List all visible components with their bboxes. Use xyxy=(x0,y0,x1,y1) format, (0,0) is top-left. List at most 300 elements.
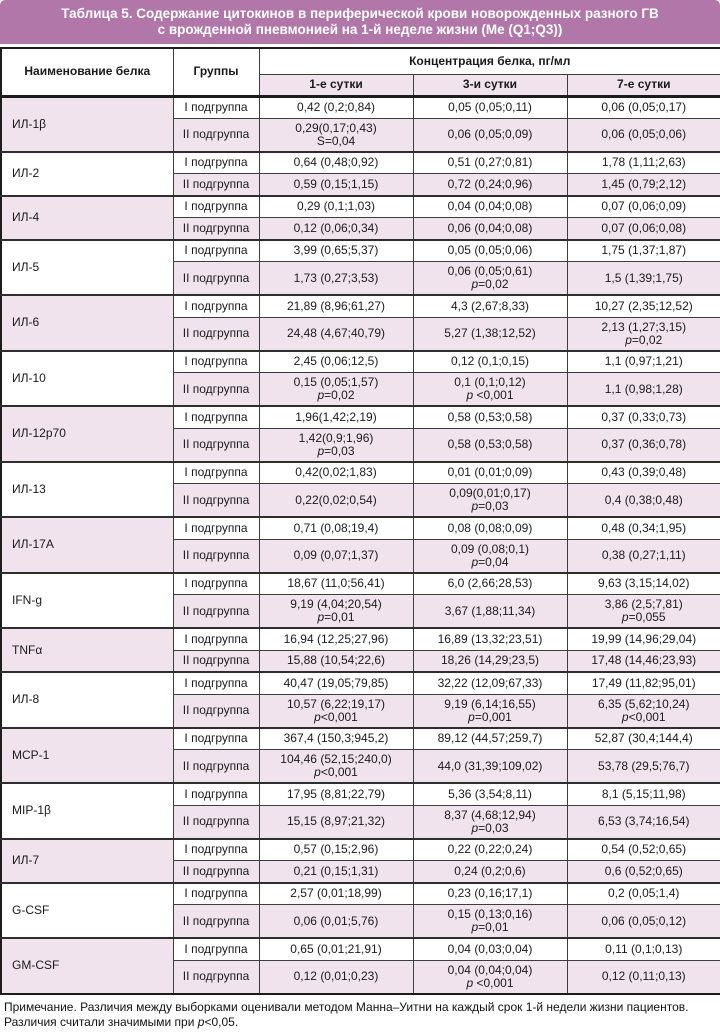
protein-name: ИЛ-17А xyxy=(1,517,173,573)
col-header-concentration: Концентрация белка, пг/мл xyxy=(259,48,720,74)
footnote-p-symbol: p xyxy=(197,1014,205,1029)
value-cell xyxy=(567,351,720,373)
protein-name: ИЛ-5 xyxy=(1,240,173,296)
value-cell xyxy=(259,240,413,262)
median-iqr-value: 0,09 (0,07;1,37) xyxy=(293,548,379,562)
subgroup-label: II подгруппа xyxy=(173,905,259,939)
value-cell xyxy=(259,317,413,351)
table-row xyxy=(1,883,720,905)
protein-group xyxy=(1,883,720,939)
protein-group xyxy=(1,517,720,573)
value-cell xyxy=(413,351,567,373)
value-cell xyxy=(259,905,413,939)
value-cell xyxy=(413,96,567,118)
value-cell xyxy=(567,839,720,861)
median-iqr-value: 0,12 (0,06;0,34) xyxy=(293,220,379,235)
table-row xyxy=(1,152,720,174)
table-row xyxy=(1,462,720,484)
value-cell xyxy=(259,517,413,539)
value-cell xyxy=(413,960,567,994)
value-cell xyxy=(567,218,720,240)
median-iqr-value: 0,24 (0,2;0,6) xyxy=(454,863,526,878)
p-value: p=0,04 xyxy=(471,554,509,569)
value-cell xyxy=(567,428,720,462)
subgroup-label: I подгруппа xyxy=(173,462,259,484)
subgroup-label: II подгруппа xyxy=(173,694,259,728)
median-iqr-value: 0,06 (0,05;0,12) xyxy=(601,913,687,928)
subgroup-label: II подгруппа xyxy=(173,428,259,462)
subgroup-label: I подгруппа xyxy=(173,839,259,861)
median-iqr-value: 15,88 (10,54;22,6) xyxy=(286,653,386,668)
table-row xyxy=(1,783,720,805)
median-iqr-value: 0,04 (0,04;0,08) xyxy=(447,199,533,214)
median-iqr-value: 367,4 (150,3;945,2) xyxy=(283,731,389,746)
value-cell xyxy=(567,595,720,629)
col-header-day-3: 3-и сутки xyxy=(413,74,567,96)
subgroup-label: II подгруппа xyxy=(173,805,259,839)
value-cell xyxy=(567,373,720,407)
median-iqr-value: 0,48 (0,34;1,95) xyxy=(601,520,687,535)
value-cell xyxy=(413,517,567,539)
protein-group xyxy=(1,152,720,196)
median-iqr-value: 1,96(1,42;2,19) xyxy=(295,409,377,424)
value-cell xyxy=(413,839,567,861)
median-iqr-value: 0,11 (0,1;0,13) xyxy=(605,941,683,956)
median-iqr-value: 0,06 (0,01;5,76) xyxy=(293,913,379,928)
table-row xyxy=(1,573,720,595)
subgroup-label: II подгруппа xyxy=(173,484,259,518)
median-iqr-value: 0,59 (0,15;1,15) xyxy=(293,176,379,191)
value-cell xyxy=(567,539,720,573)
value-cell xyxy=(413,118,567,152)
subgroup-label: I подгруппа xyxy=(173,406,259,428)
protein-group xyxy=(1,628,720,672)
median-iqr-value: 0,01 (0,01;0,09) xyxy=(447,465,533,480)
value-cell xyxy=(567,861,720,883)
table-header xyxy=(1,48,720,96)
value-cell xyxy=(413,295,567,317)
value-cell xyxy=(259,805,413,839)
p-value: p<0,001 xyxy=(314,709,358,724)
value-cell xyxy=(567,517,720,539)
median-iqr-value: 40,47 (19,05;79,85) xyxy=(283,675,389,690)
protein-name: ИЛ-2 xyxy=(1,152,173,196)
value-cell xyxy=(413,905,567,939)
cytokine-table xyxy=(0,47,720,995)
subgroup-label: I подгруппа xyxy=(173,152,259,174)
median-iqr-value: 8,1 (5,15;11,98) xyxy=(601,786,686,801)
median-iqr-value: 0,05 (0,05;0,11) xyxy=(448,100,532,114)
value-cell xyxy=(259,96,413,118)
value-cell xyxy=(413,484,567,518)
median-iqr-value: 19,99 (14,96;29,04) xyxy=(591,631,697,646)
median-iqr-value: 2,45 (0,06;12,5) xyxy=(293,354,379,369)
value-cell xyxy=(413,595,567,629)
median-iqr-value: 6,53 (3,74;16,54) xyxy=(598,814,690,828)
median-iqr-value: 104,46 (52,15;240,0) xyxy=(280,752,392,766)
subgroup-label: II подгруппа xyxy=(173,118,259,152)
value-cell xyxy=(259,573,413,595)
value-cell xyxy=(259,628,413,650)
median-iqr-value: 0,2 (0,05;1,4) xyxy=(608,886,680,901)
median-iqr-value: 1,42(0,9;1,96) xyxy=(298,430,374,445)
value-cell xyxy=(413,750,567,784)
value-cell xyxy=(567,650,720,672)
median-iqr-value: 53,78 (29,5;76,7) xyxy=(598,758,690,773)
p-value: p=0,01 xyxy=(471,920,509,934)
protein-name: IFN-g xyxy=(1,573,173,629)
subgroup-label: II подгруппа xyxy=(173,174,259,196)
median-iqr-value: 0,37 (0,36;0,78) xyxy=(601,437,687,451)
p-value: p <0,001 xyxy=(466,388,514,402)
median-iqr-value: 0,42 (0,2;0,84) xyxy=(296,100,376,114)
median-iqr-value: 18,26 (14,29;23,5) xyxy=(440,653,540,668)
value-cell xyxy=(259,783,413,805)
value-cell xyxy=(567,262,720,296)
footnote xyxy=(0,995,720,1034)
value-cell xyxy=(413,628,567,650)
median-iqr-value: 9,19 (6,14;16,55) xyxy=(444,696,536,711)
protein-group xyxy=(1,728,720,784)
median-iqr-value: 0,12 (0,1;0,15) xyxy=(450,354,530,369)
protein-name: ИЛ-4 xyxy=(1,196,173,240)
median-iqr-value: 8,37 (4,68;12,94) xyxy=(444,807,536,822)
value-cell xyxy=(567,462,720,484)
protein-group xyxy=(1,672,720,728)
median-iqr-value: 0,22(0,02;0,54) xyxy=(295,492,377,507)
median-iqr-value: 1,45 (0,79;2,12) xyxy=(601,176,687,191)
value-cell xyxy=(413,373,567,407)
median-iqr-value: 17,95 (8,81;22,79) xyxy=(286,786,386,801)
value-cell xyxy=(567,672,720,694)
median-iqr-value: 0,37 (0,33;0,73) xyxy=(601,409,687,424)
table-row xyxy=(1,295,720,317)
table-row xyxy=(1,240,720,262)
subgroup-label: I подгруппа xyxy=(173,517,259,539)
subgroup-label: II подгруппа xyxy=(173,317,259,351)
protein-name: ИЛ-1β xyxy=(1,96,173,152)
value-cell xyxy=(259,428,413,462)
median-iqr-value: 0,06 (0,05;0,06) xyxy=(601,127,687,141)
subgroup-label: II подгруппа xyxy=(173,750,259,784)
protein-name: ИЛ-7 xyxy=(1,839,173,883)
median-iqr-value: 0,08 (0,08;0,09) xyxy=(447,520,533,535)
subgroup-label: II подгруппа xyxy=(173,539,259,573)
table-title-line2: с врожденной пневмонией на 1-й неделе жизни (Ме (Q1;Q3)) xyxy=(157,22,563,37)
median-iqr-value: 3,86 (2,5;7,81) xyxy=(604,597,683,611)
subgroup-label: II подгруппа xyxy=(173,960,259,994)
p-value: p<0,001 xyxy=(314,765,358,779)
value-cell xyxy=(259,672,413,694)
value-cell xyxy=(259,539,413,573)
subgroup-label: I подгруппа xyxy=(173,883,259,905)
median-iqr-value: 18,67 (11,0;56,41) xyxy=(287,576,385,591)
value-cell xyxy=(567,174,720,196)
p-value: p=0,03 xyxy=(471,499,509,513)
value-cell xyxy=(567,152,720,174)
value-cell xyxy=(259,694,413,728)
value-cell xyxy=(259,750,413,784)
table-row xyxy=(1,406,720,428)
protein-group xyxy=(1,938,720,994)
subgroup-label: I подгруппа xyxy=(173,240,259,262)
median-iqr-value: 21,89 (8,96;61,27) xyxy=(286,298,386,313)
value-cell xyxy=(567,805,720,839)
median-iqr-value: 0,58 (0,53;0,58) xyxy=(447,409,533,424)
table-row xyxy=(1,96,720,118)
median-iqr-value: 0,43 (0,39;0,48) xyxy=(601,465,687,480)
median-iqr-value: 0,06 (0,05;0,09) xyxy=(447,127,533,141)
subgroup-label: I подгруппа xyxy=(173,573,259,595)
median-iqr-value: 0,06 (0,05;0,61) xyxy=(447,264,533,278)
median-iqr-value: 4,3 (2,67;8,33) xyxy=(450,298,530,313)
value-cell xyxy=(413,462,567,484)
protein-group xyxy=(1,573,720,629)
protein-name: ИЛ-13 xyxy=(1,462,173,518)
median-iqr-value: 1,5 (1,39;1,75) xyxy=(604,270,683,285)
table-row xyxy=(1,839,720,861)
median-iqr-value: 0,12 (0,01;0,23) xyxy=(293,969,379,983)
value-cell xyxy=(567,317,720,351)
median-iqr-value: 1,73 (0,27;3,53) xyxy=(293,270,379,285)
median-iqr-value: 0,38 (0,27;1,11) xyxy=(601,548,686,562)
protein-name: ИЛ-10 xyxy=(1,351,173,407)
value-cell xyxy=(259,351,413,373)
median-iqr-value: 0,6 (0,52;0,65) xyxy=(604,863,683,878)
value-cell xyxy=(259,883,413,905)
median-iqr-value: 1,78 (1,11;2,63) xyxy=(601,155,686,170)
value-cell xyxy=(567,240,720,262)
table-row xyxy=(1,672,720,694)
value-cell xyxy=(413,174,567,196)
median-iqr-value: 3,67 (1,88;11,34) xyxy=(444,603,536,618)
p-value: p<0,001 xyxy=(621,709,666,724)
col-header-groups: Группы xyxy=(173,48,259,96)
p-value: p=0,03 xyxy=(471,820,509,835)
median-iqr-value: 3,99 (0,65;5,37) xyxy=(293,243,379,258)
value-cell xyxy=(567,628,720,650)
value-cell xyxy=(259,462,413,484)
median-iqr-value: 0,1 (0,1;0,12) xyxy=(454,375,526,389)
median-iqr-value: 1,1 (0,98;1,28) xyxy=(604,381,683,396)
value-cell xyxy=(259,174,413,196)
value-cell xyxy=(413,650,567,672)
value-cell xyxy=(413,428,567,462)
value-cell xyxy=(259,728,413,750)
subgroup-label: II подгруппа xyxy=(173,218,259,240)
value-cell xyxy=(567,406,720,428)
value-cell xyxy=(259,118,413,152)
median-iqr-value: 44,0 (31,39;109,02) xyxy=(437,758,543,773)
value-cell xyxy=(413,672,567,694)
median-iqr-value: 0,15 (0,13;0,16) xyxy=(447,907,533,921)
subgroup-label: I подгруппа xyxy=(173,351,259,373)
subgroup-label: I подгруппа xyxy=(173,783,259,805)
median-iqr-value: 10,27 (2,35;12,52) xyxy=(594,298,693,313)
value-cell xyxy=(567,573,720,595)
value-cell xyxy=(259,938,413,960)
value-cell xyxy=(259,218,413,240)
value-cell xyxy=(413,152,567,174)
median-iqr-value: 0,21 (0,15;1,31) xyxy=(293,863,379,878)
p-value: p=0,03 xyxy=(317,443,355,458)
protein-name: ИЛ-6 xyxy=(1,295,173,351)
value-cell xyxy=(567,694,720,728)
value-cell xyxy=(567,883,720,905)
median-iqr-value: 16,89 (13,32;23,51) xyxy=(437,631,543,646)
p-value: p=0,055 xyxy=(621,610,666,624)
median-iqr-value: 0,23 (0,16;17,1) xyxy=(447,886,533,901)
subgroup-label: II подгруппа xyxy=(173,861,259,883)
value-cell xyxy=(567,196,720,218)
median-iqr-value: 0,09(0,01;0,17) xyxy=(449,486,531,500)
value-cell xyxy=(413,938,567,960)
protein-group xyxy=(1,839,720,883)
p-value: p=0,02 xyxy=(317,388,355,402)
subgroup-label: I подгруппа xyxy=(173,295,259,317)
protein-name: ИЛ-12p70 xyxy=(1,406,173,462)
median-iqr-value: 24,48 (4,67;40,79) xyxy=(286,326,386,340)
protein-name: TNFα xyxy=(1,628,173,672)
protein-name: ИЛ-8 xyxy=(1,672,173,728)
value-cell xyxy=(567,118,720,152)
median-iqr-value: 0,22 (0,22;0,24) xyxy=(447,842,533,857)
value-cell xyxy=(567,960,720,994)
median-iqr-value: 15,15 (8,97;21,32) xyxy=(286,814,386,828)
table-row xyxy=(1,196,720,218)
table-row xyxy=(1,517,720,539)
subgroup-label: I подгруппа xyxy=(173,728,259,750)
value-cell xyxy=(567,295,720,317)
value-cell xyxy=(413,218,567,240)
median-iqr-value: 2,13 (1,27;3,15) xyxy=(601,319,687,334)
median-iqr-value: 0,09 (0,08;0,1) xyxy=(450,541,530,556)
value-cell xyxy=(413,240,567,262)
subgroup-label: I подгруппа xyxy=(173,938,259,960)
protein-group xyxy=(1,240,720,296)
value-cell xyxy=(413,861,567,883)
subgroup-label: I подгруппа xyxy=(173,672,259,694)
col-header-day-1: 1-е сутки xyxy=(259,74,413,96)
value-cell xyxy=(413,783,567,805)
table-row xyxy=(1,728,720,750)
median-iqr-value: 0,29(0,17;0,43) xyxy=(295,120,377,135)
median-iqr-value: 0,71 (0,08;19,4) xyxy=(293,520,379,535)
value-cell xyxy=(413,694,567,728)
value-cell xyxy=(413,573,567,595)
col-header-protein: Наименование белка xyxy=(1,48,173,96)
value-cell xyxy=(259,960,413,994)
value-cell xyxy=(413,728,567,750)
median-iqr-value: 0,4 (0,38;0,48) xyxy=(604,492,683,507)
value-cell xyxy=(413,196,567,218)
median-iqr-value: 0,07 (0,06;0,09) xyxy=(601,199,687,214)
protein-group xyxy=(1,96,720,152)
value-cell xyxy=(413,317,567,351)
value-cell xyxy=(413,883,567,905)
median-iqr-value: 0,12 (0,11;0,13) xyxy=(601,969,686,983)
median-iqr-value: 6,35 (5,62;10,24) xyxy=(598,696,690,711)
median-iqr-value: 0,64 (0,48;0,92) xyxy=(293,155,379,170)
median-iqr-value: 0,04 (0,04;0,04) xyxy=(447,962,533,977)
table-row xyxy=(1,628,720,650)
value-cell xyxy=(567,728,720,750)
median-iqr-value: 0,57 (0,15;2,96) xyxy=(293,842,379,857)
protein-name: G-CSF xyxy=(1,883,173,939)
protein-group xyxy=(1,351,720,407)
median-iqr-value: 1,75 (1,37;1,87) xyxy=(601,243,687,258)
median-iqr-value: 0,06 (0,04;0,08) xyxy=(447,220,533,235)
protein-name: MCP-1 xyxy=(1,728,173,784)
median-iqr-value: 9,19 (4,04;20,54) xyxy=(290,597,382,611)
median-iqr-value: 2,57 (0,01;18,99) xyxy=(290,886,382,901)
protein-group xyxy=(1,295,720,351)
subgroup-label: II подгруппа xyxy=(173,595,259,629)
value-cell xyxy=(413,406,567,428)
value-cell xyxy=(259,484,413,518)
value-cell xyxy=(567,938,720,960)
median-iqr-value: 6,0 (2,66;28,53) xyxy=(447,576,533,591)
median-iqr-value: 1,1 (0,97;1,21) xyxy=(604,354,683,369)
protein-name: GM-CSF xyxy=(1,938,173,994)
protein-group xyxy=(1,462,720,518)
value-cell xyxy=(567,750,720,784)
value-cell xyxy=(259,861,413,883)
table-title xyxy=(0,0,720,44)
median-iqr-value: 0,29 (0,1;1,03) xyxy=(296,199,376,214)
value-cell xyxy=(259,839,413,861)
table-title-line1: Таблица 5. Содержание цитокинов в периферической крови новорожденных разного ГВ xyxy=(61,6,659,21)
p-value: p=0,01 xyxy=(317,610,355,624)
median-iqr-value: 17,49 (11,82;95,01) xyxy=(591,675,696,690)
median-iqr-value: 52,87 (30,4;144,4) xyxy=(594,731,693,746)
footnote-text: Примечание. Различия между выборками оценивали методом Манна–Уитни на каждый срок 1-й недели жизни пациентов. Различия считали значимыми при xyxy=(4,999,689,1029)
table-row xyxy=(1,938,720,960)
median-iqr-value: 0,04 (0,03;0,04) xyxy=(447,941,533,956)
subgroup-label: II подгруппа xyxy=(173,373,259,407)
value-cell xyxy=(259,295,413,317)
subgroup-label: II подгруппа xyxy=(173,650,259,672)
p-value: p=0,02 xyxy=(471,277,509,291)
col-header-day-7: 7-е сутки xyxy=(567,74,720,96)
value-cell xyxy=(567,783,720,805)
median-iqr-value: 0,42(0,02;1,83) xyxy=(295,465,377,480)
subgroup-label: I подгруппа xyxy=(173,96,259,118)
median-iqr-value: 0,58 (0,53;0,58) xyxy=(447,437,533,451)
subgroup-label: I подгруппа xyxy=(173,628,259,650)
value-cell xyxy=(259,595,413,629)
value-cell xyxy=(567,905,720,939)
value-cell xyxy=(413,539,567,573)
median-iqr-value: 89,12 (44,57;259,7) xyxy=(437,731,543,746)
value-cell xyxy=(413,805,567,839)
p-value: p=0,001 xyxy=(468,709,512,724)
p-value: p <0,001 xyxy=(466,975,514,990)
median-iqr-value: 5,36 (3,54;8,11) xyxy=(448,786,532,801)
median-iqr-value: 17,48 (14,46;23,93) xyxy=(591,653,697,668)
median-iqr-value: 32,22 (12,09;67,33) xyxy=(437,675,543,690)
value-cell xyxy=(567,484,720,518)
median-iqr-value: 0,07 (0,06;0,08) xyxy=(601,220,687,235)
value-cell xyxy=(567,96,720,118)
median-iqr-value: 0,54 (0,52;0,65) xyxy=(601,842,687,857)
subgroup-label: II подгруппа xyxy=(173,262,259,296)
median-iqr-value: 0,15 (0,05;1,57) xyxy=(293,375,379,389)
value-cell xyxy=(259,152,413,174)
value-cell xyxy=(259,262,413,296)
median-iqr-value: 0,65 (0,01;21,91) xyxy=(290,941,382,956)
value-cell xyxy=(259,196,413,218)
